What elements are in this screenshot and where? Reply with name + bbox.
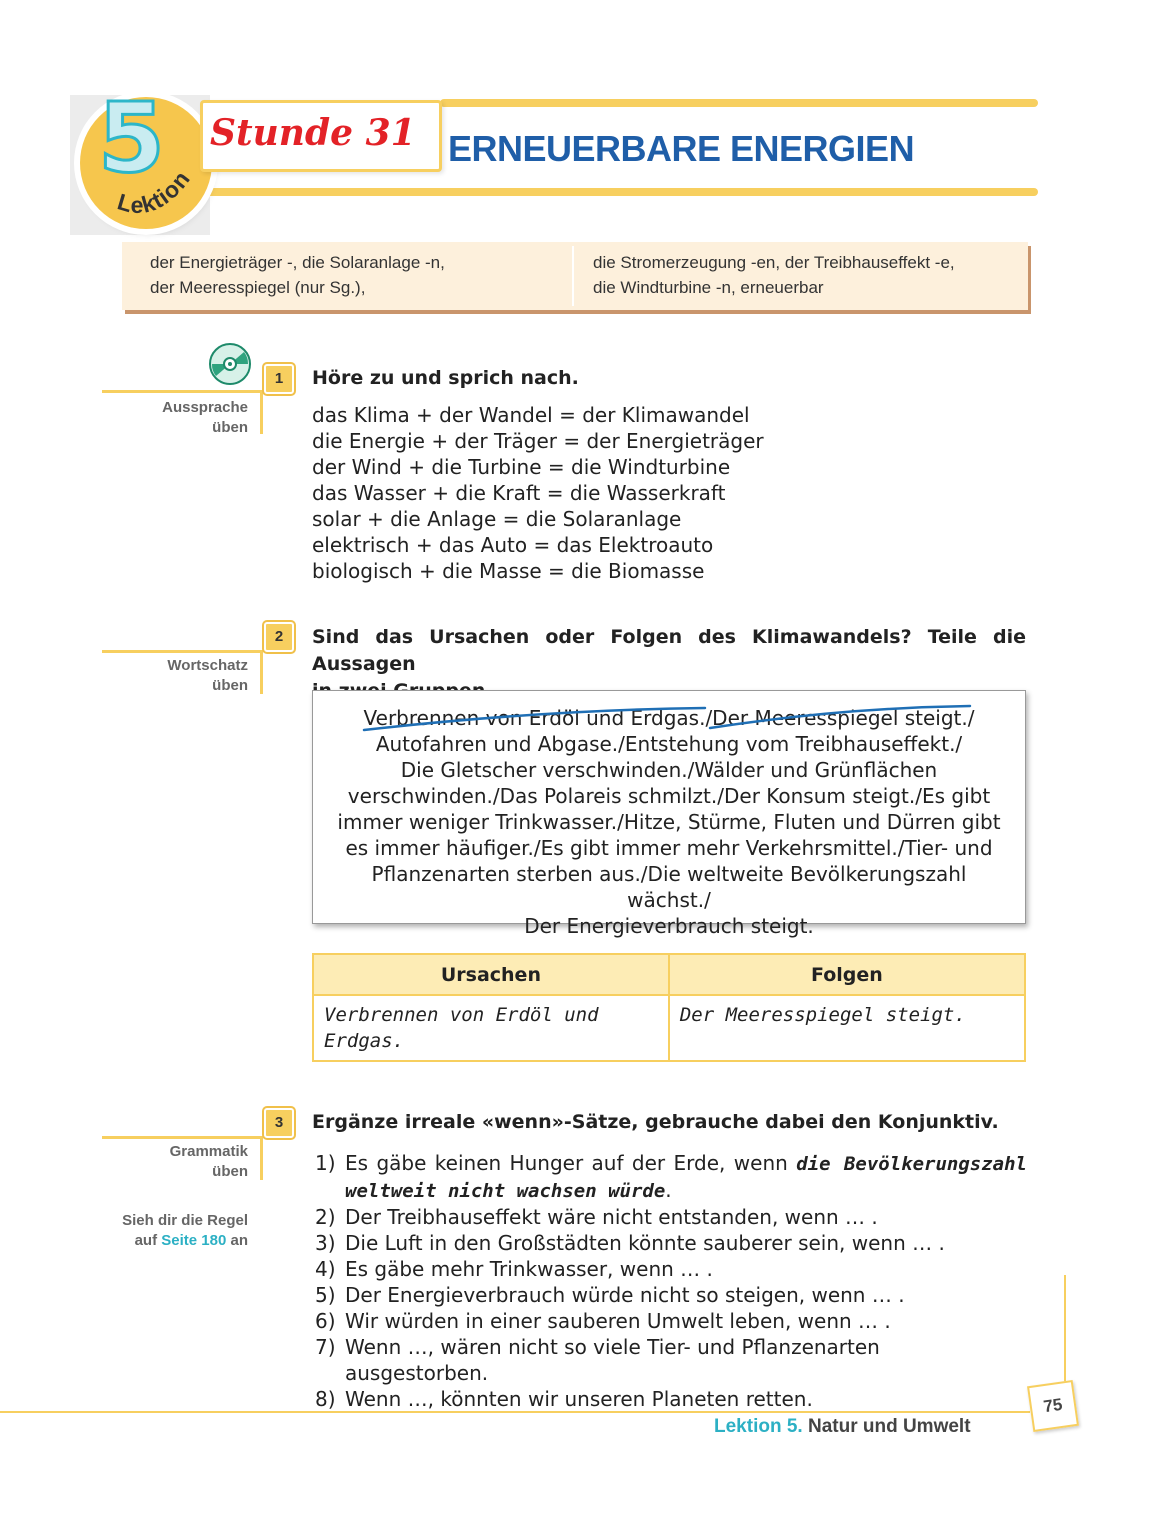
- side-divider: [260, 650, 263, 694]
- statement-line: Verbrennen von Erdöl und Erdgas./Der Meeresspiegel steigt./: [363, 706, 975, 730]
- item-text: Wenn …, könnten wir unseren Planeten retten.: [345, 1387, 813, 1411]
- header-accent-bar: [440, 99, 1038, 107]
- table-header: Folgen: [669, 954, 1025, 995]
- footer-line: [0, 1411, 1030, 1413]
- compound-line: biologisch + die Masse = die Biomasse: [312, 559, 705, 583]
- table-header: Ursachen: [313, 954, 669, 995]
- vocabulary-divider: [572, 246, 574, 306]
- task1-side-label: [162, 398, 248, 438]
- compound-line: das Klima + der Wandel = der Klimawandel: [312, 403, 750, 427]
- task3-side-label: [170, 1142, 248, 1182]
- side-label-line: üben: [212, 419, 248, 436]
- footer-topic: Natur und Umwelt: [807, 1416, 971, 1437]
- task1-lines: [312, 402, 764, 584]
- table-cell[interactable]: Verbrennen von Erdöl und Erdgas.: [313, 995, 669, 1061]
- task1-title: Höre zu und sprich nach.: [312, 367, 579, 389]
- vocab-line: der Meeresspiegel (nur Sg.),: [150, 278, 366, 297]
- vocab-line: der Energieträger -, die Solaranlage -n,: [150, 253, 445, 272]
- statement-line: Autofahren und Abgase./Entstehung vom Treibhauseffekt./: [375, 732, 963, 756]
- list-item: [315, 1230, 1027, 1256]
- compound-line: solar + die Anlage = die Solaranlage: [312, 507, 682, 531]
- item-number: 1): [315, 1151, 336, 1175]
- vocabulary-left: [150, 250, 445, 300]
- side-divider: [260, 1136, 263, 1180]
- compound-line: elektrisch + das Auto = das Elektroauto: [312, 533, 714, 557]
- stunde-label: Stunde 31: [210, 112, 416, 154]
- list-item: [315, 1204, 1027, 1230]
- side-label-line: üben: [212, 677, 248, 694]
- svg-text:Lektion: [115, 165, 196, 218]
- table-cell[interactable]: Der Meeresspiegel steigt.: [669, 995, 1025, 1061]
- statement-line: verschwinden./Das Polareis schmilzt./Der Konsum steigt./Es gibt: [347, 784, 991, 808]
- side-divider: [102, 650, 262, 653]
- lektion-word: Lektion: [114, 165, 196, 218]
- list-item: [315, 1334, 1027, 1386]
- statement-line: es immer häufiger./Es gibt immer mehr Verkehrsmittel./Tier- und: [345, 836, 993, 860]
- sorting-table: [312, 953, 1026, 1062]
- item-prompt: Es gäbe keinen Hunger auf der Erde, wenn: [345, 1151, 797, 1175]
- vocab-line: die Stromerzeugung -en, der Treibhauseffekt -e,: [593, 253, 955, 272]
- strikethrough-marks: [360, 700, 980, 740]
- list-item: [315, 1256, 1027, 1282]
- rule-reference: [122, 1211, 248, 1251]
- side-label-line: üben: [212, 1163, 248, 1180]
- task-number-badge: 1: [264, 364, 294, 394]
- compound-line: der Wind + die Turbine = die Windturbine: [312, 455, 731, 479]
- task3-title: Ergänze irreale «wenn»-Sätze, gebrauche dabei den Konjunktiv.: [312, 1111, 999, 1133]
- rule-page-link[interactable]: Seite 180: [161, 1232, 227, 1249]
- task-number-badge: 3: [264, 1108, 294, 1138]
- compound-line: die Energie + der Träger = der Energieträger: [312, 429, 764, 453]
- list-item: [315, 1308, 1027, 1334]
- list-item: [315, 1282, 1027, 1308]
- table-row: [313, 995, 1025, 1061]
- item-number: 8): [315, 1387, 336, 1411]
- item-number: 7): [315, 1335, 336, 1359]
- item-number: 4): [315, 1257, 336, 1281]
- item-number: 6): [315, 1309, 336, 1333]
- item-text: Der Treibhauseffekt wäre nicht entstanden, wenn … .: [345, 1205, 878, 1229]
- side-divider: [260, 390, 263, 434]
- list-item: [315, 1386, 1027, 1412]
- vocabulary-right: [593, 250, 955, 300]
- lesson-title: ERNEUERBARE ENERGIEN: [448, 128, 915, 169]
- rule-line: [122, 1231, 248, 1251]
- rule-prefix: auf: [134, 1232, 158, 1249]
- statement-line: Die Gletscher verschwinden./Wälder und Grünflächen: [400, 758, 938, 782]
- task2-title-line: Sind das Ursachen oder Folgen des Klimawandels? Teile die Aussagen: [312, 626, 1026, 675]
- side-label-line: Wortschatz: [167, 657, 248, 674]
- side-divider: [102, 1136, 262, 1139]
- item-text: [345, 1150, 1027, 1204]
- vocab-line: die Windturbine -n, erneuerbar: [593, 278, 824, 297]
- statement-line: immer weniger Trinkwasser./Hitze, Stürme, Fluten und Dürren gibt: [337, 810, 1001, 834]
- statements-text: [327, 705, 1011, 939]
- side-divider: [102, 390, 262, 393]
- footer-text: [714, 1416, 971, 1438]
- item-number: 3): [315, 1231, 336, 1255]
- compound-line: das Wasser + die Kraft = die Wasserkraft: [312, 481, 726, 505]
- footer-lektion: Lektion 5.: [714, 1416, 803, 1437]
- cd-icon[interactable]: [209, 343, 251, 385]
- rule-line: Sieh dir die Regel: [122, 1212, 248, 1229]
- side-label-line: Grammatik: [169, 1143, 248, 1160]
- rule-suffix: an: [230, 1232, 248, 1249]
- lektion-number: 5: [98, 82, 165, 194]
- page-number: 75: [1027, 1380, 1079, 1432]
- item-text: Der Energieverbrauch würde nicht so steigen, wenn … .: [345, 1283, 905, 1307]
- item-number: 2): [315, 1205, 336, 1229]
- task-number-badge: 2: [264, 622, 294, 652]
- statement-line: Der Energieverbrauch steigt.: [524, 914, 814, 938]
- handwritten-answer: die Bevölkerungszahl weltweit nicht wachsen würde: [345, 1153, 1027, 1202]
- task2-side-label: [167, 656, 248, 696]
- item-number: 5): [315, 1283, 336, 1307]
- item-text: Die Luft in den Großstädten könnte sauberer sein, wenn … .: [345, 1231, 945, 1255]
- item-text: Wir würden in einer sauberen Umwelt leben, wenn … .: [345, 1309, 891, 1333]
- item-text: Wenn …, wären nicht so viele Tier- und Pflanzenarten ausgestorben.: [345, 1335, 880, 1385]
- statement-line: Pflanzenarten sterben aus./Die weltweite Bevölkerungszahl wächst./: [371, 862, 967, 912]
- item-text: Es gäbe mehr Trinkwasser, wenn … .: [345, 1257, 713, 1281]
- item-end: .: [665, 1178, 672, 1202]
- list-item: [315, 1150, 1027, 1204]
- header-accent-bar: [200, 188, 1038, 196]
- side-label-line: Aussprache: [162, 399, 248, 416]
- exercise-list: [315, 1150, 1027, 1412]
